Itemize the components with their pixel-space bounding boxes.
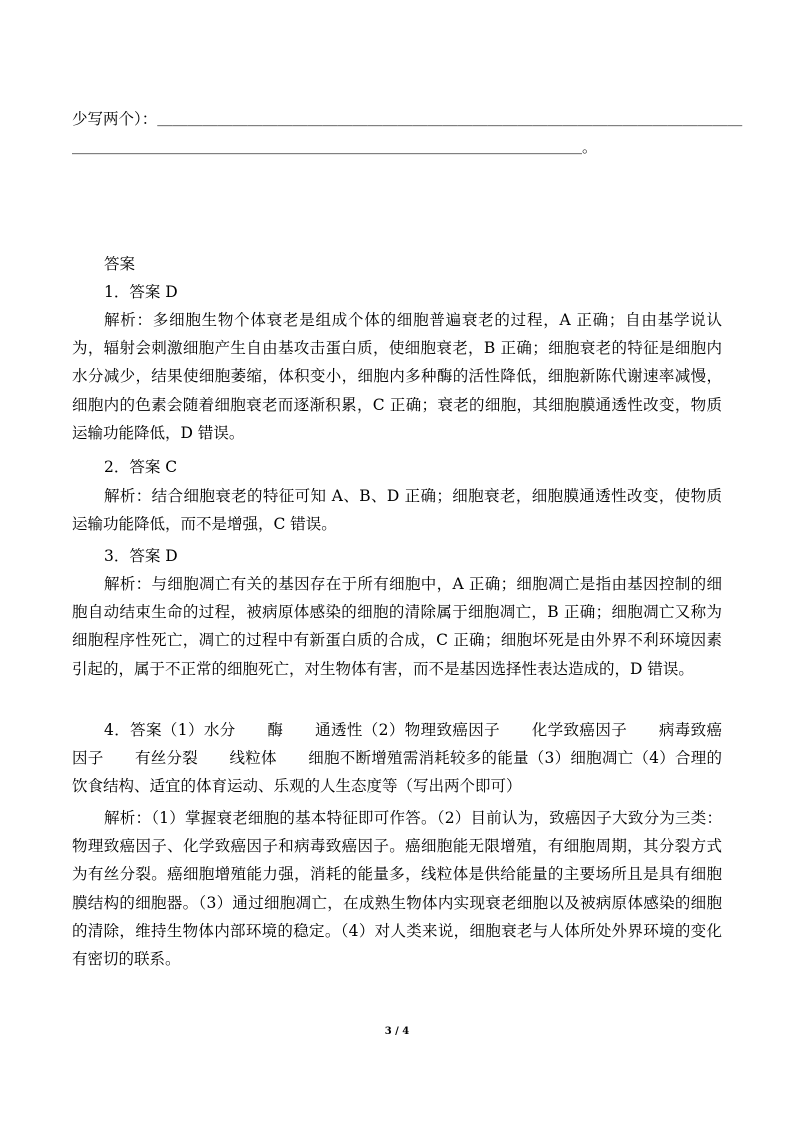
answers-section-title: 答案 <box>104 255 136 273</box>
answer-analysis-4: 解析：（1）掌握衰老细胞的基本特征即可作答。（2）目前认为，致癌因子大致分为三类：物理致癌因子、化学致癌因子和病毒致癌因子。癌细胞能无限增殖，有细胞周期，其分裂方式为有丝分裂。癌细胞增殖能力强，消耗的能量多，线粒体是供给能量的主要场所且是具有细胞膜结构的细胞器。（3）通过细胞凋亡，在成熟生物体内实现衰老细胞以及被病原体感染的细胞的清除，维持生物体内部环境的稳定。（4）对人类来说，细胞衰老与人体所处外界环境的变化有密切的联系。 <box>72 809 722 969</box>
answer-blank: ＿＿＿＿＿＿＿＿＿＿＿＿＿＿＿＿＿＿＿＿＿＿＿＿＿＿＿＿＿＿＿＿＿＿。 <box>72 138 598 156</box>
answer-header-1: 1．答案 D <box>104 283 178 301</box>
page-number: 3 / 4 <box>384 1026 410 1037</box>
answer-header-4: 4．答案（1）水分 酶 通透性（2）物理致癌因子 化学致癌因子 病毒致癌因子 有丝分裂 线粒体 细胞不断增殖需消耗较多的能量（3）细胞凋亡（4）合理的饮食结构、适宜的体育运动、乐观的人生态度等（写出两个即可） <box>72 721 722 796</box>
answer-analysis-2: 解析：结合细胞衰老的特征可知 A、B、D 正确；细胞衰老，细胞膜通透性改变，使物质运输功能降低，而不是增强，C 错误。 <box>72 487 722 534</box>
answer-header-3: 3．答案 D <box>104 547 178 565</box>
fill-in-line-1 <box>72 107 743 131</box>
fill-in-prefix: 少写两个）： <box>72 110 158 128</box>
fill-in-line-2 <box>72 135 722 159</box>
answer-blank: ＿＿＿＿＿＿＿＿＿＿＿＿＿＿＿＿＿＿＿＿＿＿＿＿＿＿＿＿＿＿＿＿＿＿＿＿＿＿＿ <box>157 110 743 128</box>
answer-analysis-1: 解析：多细胞生物个体衰老是组成个体的细胞普遍衰老的过程，A 正确；自由基学说认为，辐射会刺激细胞产生自由基攻击蛋白质，使细胞衰老，B 正确；细胞衰老的特征是细胞内水分减少，结果使细胞萎缩，体积变小，细胞内多种酶的活性降低，细胞新陈代谢速率减慢，细胞内的色素会随着细胞衰老而逐渐积累，C 正确；衰老的细胞，其细胞膜通透性改变，物质运输功能降低，D 错误。 <box>72 311 722 442</box>
answer-header-2: 2．答案 C <box>104 458 178 476</box>
answer-analysis-3: 解析：与细胞凋亡有关的基因存在于所有细胞中，A 正确；细胞凋亡是指由基因控制的细胞自动结束生命的过程，被病原体感染的细胞的清除属于细胞凋亡，B 正确；细胞凋亡又称为细胞程序性死亡，凋亡的过程中有新蛋白质的合成，C 正确；细胞坏死是由外界不利环境因素引起的，属于不正常的细胞死亡，对生物体有害，而不是基因选择性表达造成的，D 错误。 <box>72 575 722 678</box>
